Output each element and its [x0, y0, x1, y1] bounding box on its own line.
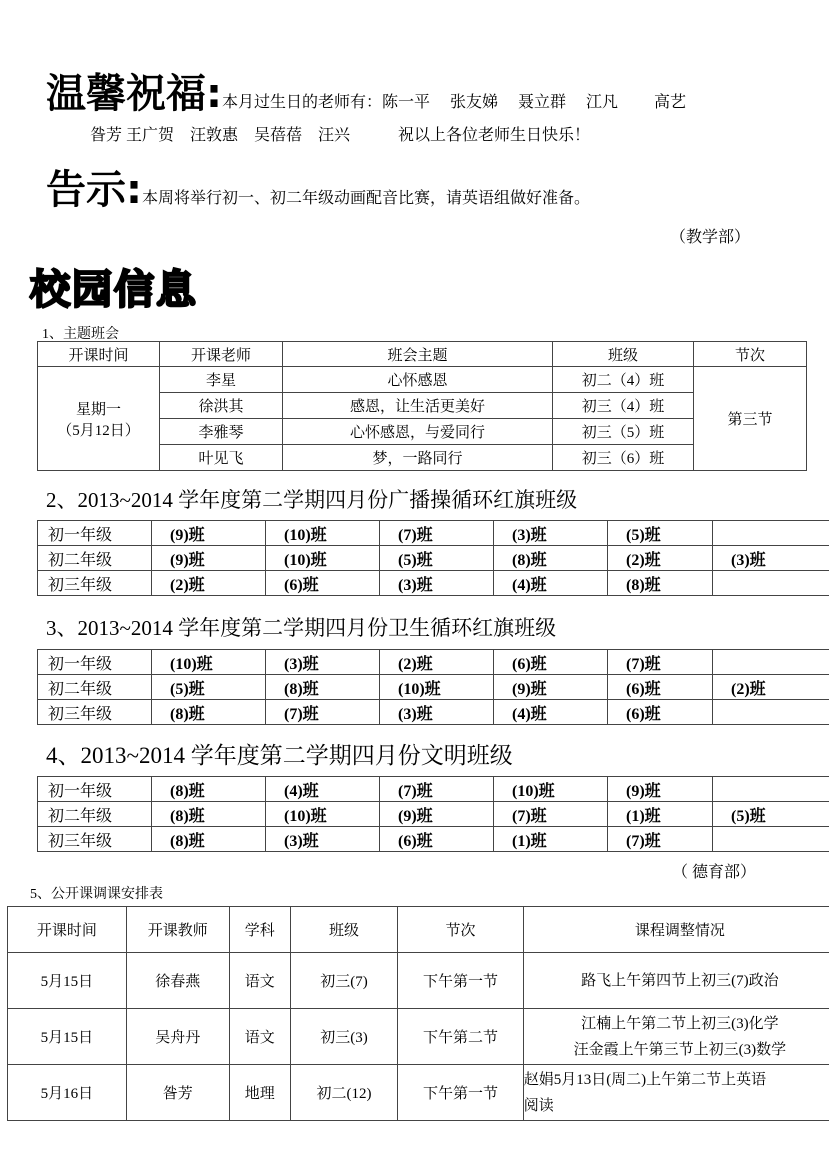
- class-cell: (5)班: [152, 675, 266, 700]
- grade-cell: 初二年级: [38, 802, 152, 827]
- date-cell: 5月15日: [8, 953, 127, 1009]
- grade-cell: 初三年级: [38, 700, 152, 725]
- section5-title: 5、公开课调课安排表: [30, 887, 163, 902]
- class-cell: (3)班: [713, 546, 829, 571]
- class-cell: (5)班: [380, 546, 494, 571]
- header-cell: 班级: [290, 907, 398, 953]
- subject-cell: 语文: [229, 1009, 290, 1065]
- class-cell: [713, 521, 829, 546]
- teacher-cell: 徐洪其: [160, 393, 283, 419]
- class-cell: (6)班: [380, 827, 494, 852]
- adjustment-line: 汪金霞上午第三节上初三(3)数学: [573, 1041, 787, 1058]
- table-row: [8, 1065, 829, 1121]
- greeting-title: 温馨祝福: [46, 71, 206, 117]
- class-cell: (7)班: [494, 802, 608, 827]
- date-cell: 5月16日: [8, 1065, 127, 1121]
- adjustment-line: 江楠上午第二节上初三(3)化学: [581, 1015, 779, 1032]
- grade-cell: 初一年级: [38, 650, 152, 675]
- class-cell: [713, 571, 829, 596]
- class-cell: (9)班: [494, 675, 608, 700]
- class-cell: (10)班: [266, 546, 380, 571]
- notice-heading: [46, 158, 590, 215]
- table-row: [8, 1009, 829, 1065]
- section4-title: 4、2013~2014 学年度第二学期四月份文明班级: [46, 743, 513, 768]
- class-cell: 初三（5）班: [553, 419, 694, 445]
- class-cell: (1)班: [494, 827, 608, 852]
- time-line2: （5月12日）: [57, 422, 140, 439]
- teacher-cell: 徐春燕: [126, 953, 229, 1009]
- class-cell: (10)班: [266, 521, 380, 546]
- theme-cell: 心怀感恩: [283, 367, 553, 393]
- class-cell: (7)班: [380, 521, 494, 546]
- grade-cell: 初二年级: [38, 675, 152, 700]
- table-row: [38, 777, 829, 802]
- greeting-line1: 本月过生日的老师有：陈一平 张友娣 聂立群 江凡 高艺: [222, 94, 687, 111]
- class-cell: [713, 827, 829, 852]
- class-cell: (6)班: [608, 700, 713, 725]
- class-cell: (2)班: [152, 571, 266, 596]
- teacher-cell: 叶见飞: [160, 445, 283, 471]
- class-cell: [713, 650, 829, 675]
- class-cell: (7)班: [380, 777, 494, 802]
- period-cell: 第三节: [694, 367, 807, 471]
- class-cell: (2)班: [380, 650, 494, 675]
- class-cell: (7)班: [266, 700, 380, 725]
- header-cell: 节次: [398, 907, 523, 953]
- subject-cell: 地理: [229, 1065, 290, 1121]
- hygiene-table: [37, 649, 829, 725]
- header-cell: 节次: [694, 342, 807, 367]
- adjustment-line: 赵娟5月13日(周二)上午第二节上英语: [523, 1071, 767, 1088]
- greeting-line2: 昝芳 王广贺 汪敦惠 吴蓓蓓 汪兴 祝以上各位老师生日快乐！: [90, 127, 591, 144]
- table-row: [38, 675, 829, 700]
- class-cell: (8)班: [494, 546, 608, 571]
- header-cell: 开课时间: [8, 907, 127, 953]
- table-row: [38, 650, 829, 675]
- class-cell: (10)班: [494, 777, 608, 802]
- table-row: [8, 953, 829, 1009]
- theme-cell: 心怀感恩，与爱同行: [283, 419, 553, 445]
- notice-text: 本周将举行初一、初二年级动画配音比赛，请英语组做好准备。: [142, 190, 591, 207]
- section4-signature: （ 德育部）: [672, 864, 757, 881]
- class-cell: (9)班: [152, 521, 266, 546]
- class-cell: (8)班: [152, 700, 266, 725]
- class-cell: [713, 777, 829, 802]
- class-cell: (10)班: [266, 802, 380, 827]
- civilized-class-table: [37, 776, 829, 852]
- teacher-cell: 昝芳: [126, 1065, 229, 1121]
- class-cell: (1)班: [608, 802, 713, 827]
- class-cell: (9)班: [608, 777, 713, 802]
- adjustment-cell: [523, 1009, 829, 1065]
- class-cell: (7)班: [608, 827, 713, 852]
- notice-colon: :: [126, 167, 142, 213]
- class-cell: 初三(3): [290, 1009, 398, 1065]
- class-cell: (8)班: [152, 802, 266, 827]
- notice-title: 告示: [46, 167, 126, 213]
- class-cell: (3)班: [266, 650, 380, 675]
- greeting-heading: [46, 62, 686, 119]
- class-cell: (3)班: [494, 521, 608, 546]
- class-cell: (3)班: [380, 571, 494, 596]
- header-cell: 开课教师: [126, 907, 229, 953]
- adjustment-cell: [523, 953, 829, 1009]
- period-cell: 下午第一节: [398, 1065, 523, 1121]
- section3-title: 3、2013~2014 学年度第二学期四月份卫生循环红旗班级: [46, 616, 557, 640]
- table-row: [38, 546, 829, 571]
- class-cell: [713, 700, 829, 725]
- adjustment-cell: [523, 1065, 829, 1121]
- table-row: [38, 521, 829, 546]
- table-row: [38, 571, 829, 596]
- teacher-cell: 吴舟丹: [126, 1009, 229, 1065]
- greeting-colon: :: [206, 71, 222, 117]
- class-cell: (8)班: [266, 675, 380, 700]
- class-cell: (8)班: [152, 827, 266, 852]
- date-cell: 5月15日: [8, 1009, 127, 1065]
- header-cell: 开课时间: [38, 342, 160, 367]
- class-cell: (7)班: [608, 650, 713, 675]
- header-cell: 学科: [229, 907, 290, 953]
- class-cell: 初二(12): [290, 1065, 398, 1121]
- class-cell: (4)班: [494, 700, 608, 725]
- class-cell: (2)班: [608, 546, 713, 571]
- class-cell: (3)班: [380, 700, 494, 725]
- class-cell: (5)班: [713, 802, 829, 827]
- header-cell: 班会主题: [283, 342, 553, 367]
- section1-title: 1、主题班会: [42, 327, 119, 342]
- class-cell: (4)班: [266, 777, 380, 802]
- theme-cell: 梦，一路同行: [283, 445, 553, 471]
- class-cell: (3)班: [266, 827, 380, 852]
- class-cell: (10)班: [380, 675, 494, 700]
- time-cell: [38, 367, 160, 471]
- subject-cell: 语文: [229, 953, 290, 1009]
- table-row: [38, 802, 829, 827]
- grade-cell: 初一年级: [38, 777, 152, 802]
- open-class-table: [7, 906, 829, 1121]
- class-cell: (5)班: [608, 521, 713, 546]
- adjustment-line: 阅读: [523, 1097, 554, 1114]
- period-cell: 下午第一节: [398, 953, 523, 1009]
- grade-cell: 初三年级: [38, 827, 152, 852]
- theme-cell: 感恩，让生活更美好: [283, 393, 553, 419]
- teacher-cell: 李星: [160, 367, 283, 393]
- class-cell: (4)班: [494, 571, 608, 596]
- header-cell: 开课老师: [160, 342, 283, 367]
- class-cell: 初三（6）班: [553, 445, 694, 471]
- class-cell: (8)班: [152, 777, 266, 802]
- class-cell: (6)班: [608, 675, 713, 700]
- table-row: [38, 827, 829, 852]
- class-cell: 初三（4）班: [553, 393, 694, 419]
- theme-meeting-table: [37, 341, 807, 471]
- grade-cell: 初二年级: [38, 546, 152, 571]
- time-line1: 星期一: [75, 401, 121, 418]
- class-cell: (8)班: [608, 571, 713, 596]
- class-cell: (6)班: [494, 650, 608, 675]
- class-cell: (6)班: [266, 571, 380, 596]
- campus-info-logo: 校园信息: [30, 267, 198, 313]
- adjustment-line: 路飞上午第四节上初三(7)政治: [581, 972, 779, 989]
- section2-title: 2、2013~2014 学年度第二学期四月份广播操循环红旗班级: [46, 488, 578, 512]
- class-cell: (9)班: [152, 546, 266, 571]
- grade-cell: 初一年级: [38, 521, 152, 546]
- class-cell: 初三(7): [290, 953, 398, 1009]
- class-cell: 初二（4）班: [553, 367, 694, 393]
- class-cell: (9)班: [380, 802, 494, 827]
- class-cell: (2)班: [713, 675, 829, 700]
- grade-cell: 初三年级: [38, 571, 152, 596]
- class-cell: (10)班: [152, 650, 266, 675]
- period-cell: 下午第二节: [398, 1009, 523, 1065]
- broadcast-exercise-table: [37, 520, 829, 596]
- table-row: [38, 700, 829, 725]
- notice-signature: （教学部）: [670, 229, 751, 246]
- header-cell: 班级: [553, 342, 694, 367]
- teacher-cell: 李雅琴: [160, 419, 283, 445]
- table-row: [38, 367, 807, 393]
- header-cell: 课程调整情况: [523, 907, 829, 953]
